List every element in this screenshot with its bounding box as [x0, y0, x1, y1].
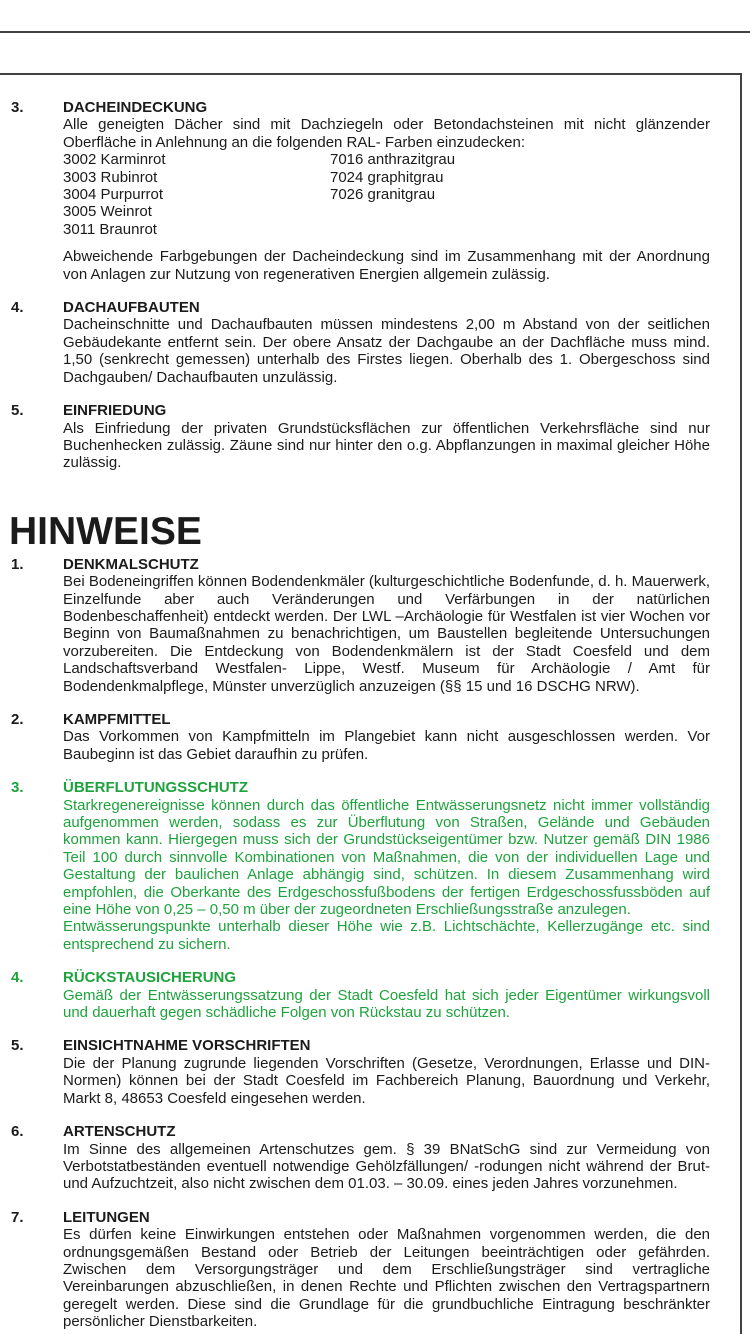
section-paragraph: Gemäß der Entwässerungssatzung der Stadt Coesfeld hat sich jeder Eigentümer wirkungsvoll und dauerhaft gegen schädliche Folgen von Rückstau zu schützen. — [63, 986, 710, 1022]
section-body — [63, 402, 710, 472]
section-body — [63, 1037, 710, 1107]
ral-color-item: 3004 Purpurrot — [63, 186, 164, 204]
section-body — [63, 779, 710, 953]
document-section — [11, 1037, 710, 1107]
section-number: 4. — [11, 299, 24, 317]
section-title: DACHEINDECKUNG — [63, 99, 208, 116]
hinweise-sections — [11, 556, 710, 1331]
ral-color-item: 3011 Braunrot — [63, 220, 157, 238]
section-title: ARTENSCHUTZ — [63, 1123, 176, 1141]
section-title: EINSICHTNAHME VORSCHRIFTEN — [63, 1037, 311, 1055]
document-section — [11, 402, 710, 472]
document-section — [11, 99, 710, 283]
regulations-sections — [11, 99, 710, 472]
section-number: 6. — [11, 1123, 24, 1141]
section-number: 1. — [11, 555, 24, 573]
top-divider — [0, 31, 750, 33]
section-body — [63, 1123, 710, 1193]
section-title: EINFRIEDUNG — [63, 402, 167, 420]
section-number: 4. — [11, 969, 24, 987]
document-frame — [0, 73, 742, 1334]
ral-color-item: 3005 Weinrot — [63, 203, 152, 221]
section-number: 2. — [11, 710, 24, 728]
section-number: 3. — [11, 779, 24, 797]
document-section — [11, 969, 710, 1021]
ral-color-item: 7026 granitgrau — [330, 186, 436, 204]
section-paragraph: Es dürfen keine Einwirkungen entstehen oder Maßnahmen vorgenommen werden, die den ordnungsgemäßen Bestand oder Betrieb der Leitungen beeinträchtigen oder gefährden. Zwischen dem Versorgungsträger und dem Erschließungsträger sind vertragliche Vereinbarungen abzuschließen, in denen Rechte und Pflichten zwischen den Vertragspartnern geregelt werden. Diese sind die Grundlage für die grundbuchliche Eintragung beschränkter persönlicher Dienstbarkeiten. — [63, 1226, 710, 1331]
section-paragraph: Alle geneigten Dächer sind mit Dachziegeln oder Betondachsteinen mit nicht glänzender Oberfläche in Anlehnung an die folgenden RAL- Farben einzudecken: — [63, 116, 710, 151]
document-section — [11, 1209, 710, 1331]
ral-color-item: 7024 graphitgrau — [330, 168, 444, 186]
section-title: RÜCKSTAUSICHERUNG — [63, 969, 237, 987]
section-paragraph: Starkregenereignisse können durch das öffentliche Entwässerungsnetz nicht immer vollständig aufgenommen werden, sodass es zur Überflutung von Straßen, Gelände und Gebäuden kommen kann. Hiergegen muss sich der Grundstückseigentümer bzw. Nutzer gemäß DIN 1986 Teil 100 durch sinnvolle Kombinationen von Maßnahmen, die von der individuellen Lage und Gestaltung der baulichen Anlage abhängig sind, schützen. In diesem Zusammenhang wird empfohlen, die Oberkante des Erdgeschossfußbodens der fertigen Erdgeschossfussböden auf eine Höhe von 0,25 – 0,50 m über der zugeordneten Erschließungsstraße anzulegen. — [63, 796, 710, 919]
section-title: DACHAUFBAUTEN — [63, 299, 200, 317]
ral-color-table — [63, 151, 710, 238]
hinweise-heading: HINWEISE — [9, 509, 202, 553]
section-body — [63, 711, 710, 763]
section-title: ÜBERFLUTUNGSSCHUTZ — [63, 779, 248, 797]
section-body — [63, 969, 710, 1021]
ral-color-column — [63, 151, 330, 238]
section-paragraph: Bei Bodeneingriffen können Bodendenkmäler (kulturgeschichtliche Bodenfunde, d. h. Mauerwerk, Einzelfunde aber auch Veränderungen und Verfärbungen in der natürlichen Bodenbeschaffenheit) entdeckt werden. Der LWL –Archäologie für Westfalen ist vier Wochen vor Beginn von Baumaßnahmen zu benachrichtigen, um Baustellen begleitende Untersuchungen vorzubereiten. Die Entdeckung von Bodendenkmälern ist der Stadt Coesfeld und dem Landschaftsverband Westfalen- Lippe, Westf. Museum für Archäologie / Amt für Bodendenkmalpflege, Münster unverzüglich anzuzeigen (§§ 15 und 16 DSCHG NRW). — [63, 573, 710, 695]
document-section — [11, 711, 710, 763]
ral-color-column — [330, 151, 455, 203]
section-number: 5. — [11, 1037, 24, 1055]
section-paragraph: Abweichende Farbgebungen der Dacheindeckung sind im Zusammenhang mit der Anordnung von Anlagen zur Nutzung von regenerativen Energien allgemein zulässig. — [63, 248, 710, 283]
ral-color-item: 3002 Karminrot — [63, 151, 166, 169]
document-section — [11, 299, 710, 386]
section-paragraph: Entwässerungspunkte unterhalb dieser Höhe wie z.B. Lichtschächte, Kellerzugänge etc. sind entsprechend zu sichern. — [63, 918, 710, 953]
section-title: KAMPFMITTEL — [63, 710, 171, 728]
section-body — [63, 99, 710, 283]
document-section — [11, 779, 710, 953]
ral-color-item: 3003 Rubinrot — [63, 168, 158, 186]
document-section — [11, 1123, 710, 1193]
section-body — [63, 299, 710, 386]
section-body — [63, 1209, 710, 1331]
section-body — [63, 556, 710, 695]
ral-color-item: 7016 anthrazitgrau — [330, 151, 456, 169]
section-paragraph: Das Vorkommen von Kampfmitteln im Plangebiet kann nicht ausgeschlossen werden. Vor Baubeginn ist das Gebiet daraufhin zu prüfen. — [63, 728, 710, 763]
section-number: 3. — [11, 99, 24, 116]
section-paragraph: Die der Planung zugrunde liegenden Vorschriften (Gesetze, Verordnungen, Erlasse und DIN-Normen) können bei der Stadt Coesfeld im Fachbereich Planung, Bauordnung und Verkehr, Markt 8, 48653 Coesfeld eingesehen werden. — [63, 1054, 710, 1107]
section-paragraph: Als Einfriedung der privaten Grundstücksflächen zur öffentlichen Verkehrsfläche sind nur Buchenhecken zulässig. Zäune sind nur hinter den o.g. Abpflanzungen in maximal gleicher Höhe zulässig. — [63, 419, 710, 472]
section-paragraph: Dacheinschnitte und Dachaufbauten müssen mindestens 2,00 m Abstand von der seitlichen Gebäudekante entfernt sein. Der obere Ansatz der Dachgaube an der Dachfläche muss mind. 1,50 (senkrecht gemessen) unterhalb des Firstes liegen. Oberhalb des 1. Obergeschoss sind Dachgauben/ Dachaufbauten unzulässig. — [63, 316, 710, 386]
section-paragraph: Im Sinne des allgemeinen Artenschutzes gem. § 39 BNatSchG sind zur Vermeidung von Verbotstatbeständen eventuell notwendige Gehölzfällungen/ -rodungen nicht während der Brut- und Aufzuchtzeit, also nicht zwischen dem 01.03. – 30.09. eines jeden Jahres vorzunehmen. — [63, 1140, 710, 1193]
section-title: LEITUNGEN — [63, 1208, 150, 1226]
document-section — [11, 556, 710, 695]
section-number: 5. — [11, 402, 24, 420]
section-title: DENKMALSCHUTZ — [63, 555, 199, 573]
section-number: 7. — [11, 1208, 24, 1226]
